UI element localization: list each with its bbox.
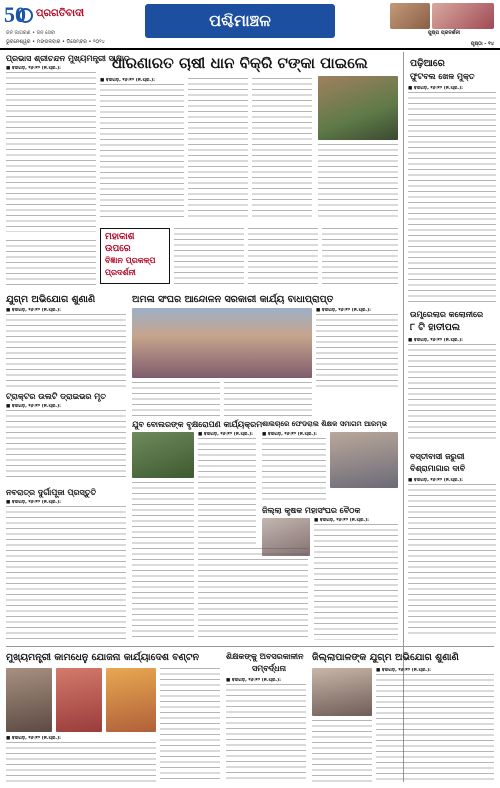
right2-headline-2: ୮ ଟି ହାତୀପଲ: [410, 322, 461, 333]
collector-headline: ଜିଲ୍ଲାପାଳଙ୍କ ଯୁଗ୍ମ ଅଭିଯୋଗ ଶୁଣାଣି: [312, 652, 459, 663]
bus-headline: ବସ୍ତୀବାସୀ ଜରୁରୀ: [410, 452, 465, 461]
school-headline: ଶାଲଚାରେ ଫେଡରାଲ ଶିକ୍ଷକ ସମାଗମ ଆରମ୍ଭ: [262, 420, 387, 428]
amla-headline: ଅମଳା ସଂଘର ଆନ୍ଦୋଳନ ସରକାରୀ କାର୍ଯ୍ୟ ବାଧାପ୍ରାପ୍ତ: [132, 294, 334, 305]
collector-body-col1: [376, 668, 494, 782]
driver-dateline: ■ ବରଗଡ଼, ୧୬।୧୨ (ନି.ପ୍ର.):: [6, 404, 61, 409]
logo-ring-icon: [18, 8, 33, 23]
issue-dateline: ଭୁବନେଶ୍ୱର • ମଙ୍ଗଳବାର • ଡିସେମ୍ବର • ୨୦୨୪: [6, 39, 105, 45]
science-body-col3: [322, 228, 398, 284]
youth-photo: [132, 432, 194, 478]
masthead-photo-left: [390, 3, 430, 29]
youth-dateline: ■ ବରଗଡ଼, ୧୬।୧୨ (ନି.ପ୍ର.):: [198, 432, 253, 437]
navratri-body: [6, 500, 126, 640]
teacher-headline: ଶିକ୍ଷକଙ୍କୁ ଅବସରକାଳୀନ: [226, 652, 304, 661]
story1-dateline: ■ ବରଗଡ଼, ୧୬।୧୨ (ନି.ପ୍ର.):: [6, 66, 61, 71]
amla-body-col1: [316, 308, 398, 388]
grievance-dateline: ■ ବରଗଡ଼, ୧୬।୧୨ (ନି.ପ୍ର.):: [6, 308, 61, 313]
newspaper-name: ପ୍ରଗତିବାଦୀ: [36, 8, 85, 19]
womens-body-col2: [198, 548, 308, 640]
youth-body-col1: [198, 432, 256, 544]
anniversary-logo: [4, 2, 36, 32]
bus-headline-2: ବିଶ୍ରାମାଗାର ଦାବି: [410, 464, 466, 473]
teacher-body: [226, 678, 306, 782]
amla-body-col3: [224, 382, 312, 418]
youth-headline: ଯୁବ ବୋଲରଙ୍କ ବୃକ୍ଷରୋପଣ କାର୍ଯ୍ୟକ୍ରମ: [132, 420, 263, 429]
page-number: ପୃଷ୍ଠା - ୧୪: [470, 41, 494, 47]
cm-headline: ମୁଖ୍ୟମନ୍ତ୍ରୀ କାମଧେନୁ ଯୋଜନା କାର୍ଯ୍ୟାଦେଶ ବଣ୍ଟନ: [6, 652, 200, 663]
womens-body-col1: [314, 518, 398, 640]
cm-photo-3: [106, 668, 156, 732]
science-box: [100, 228, 170, 284]
masthead: [0, 0, 500, 50]
amla-dateline: ■ ବରଗଡ଼, ୧୬।୧୨ (ନି.ପ୍ର.):: [316, 308, 371, 313]
cm-photo-2: [56, 668, 102, 732]
bottom-section-rule: [6, 646, 494, 647]
school-dateline: ■ ବରଗଡ଼, ୧୬।୧୨ (ନି.ପ୍ର.):: [262, 432, 317, 437]
school-body: [262, 432, 326, 500]
school-photo: [330, 432, 398, 488]
navratri-dateline: ■ ବରଗଡ଼, ୧୬।୧୨ (ନି.ପ୍ର.):: [6, 500, 61, 505]
lead-photo: [318, 76, 398, 140]
science-headline-3: ବିଜ୍ଞାନ ପ୍ରକଳ୍ପ: [105, 256, 156, 265]
cm-dateline: ■ ବରଗଡ଼, ୧୬।୧୨ (ନି.ପ୍ର.):: [6, 736, 61, 741]
science-headline-4: ପ୍ରଦର୍ଶନୀ: [105, 268, 136, 277]
cm-photo-1: [6, 668, 52, 732]
driver-body: [6, 404, 126, 480]
section-title: ପଶ୍ଚିମାଞ୍ଚଳ: [145, 4, 335, 38]
womens-dateline: ■ ବରଗଡ଼, ୧୬।୧୨ (ନି.ପ୍ର.):: [314, 518, 369, 523]
lead-headline: ଧାରଣାରତ ଚାଷୀ ଧାନ ବିକ୍ରି ଟଙ୍କା ପାଇଲେ: [112, 54, 368, 72]
right1-dateline: ■ ବରଗଡ଼, ୧୬।୧୨ (ନି.ପ୍ର.):: [408, 86, 463, 91]
collector-dateline: ■ ବରଗଡ଼, ୧୬।୧୨ (ନି.ପ୍ର.):: [376, 668, 431, 673]
science-body-col1: [174, 228, 244, 284]
right1-headline-2: ଫୁଟବଲ ଖେଳ ମୁକ୍ତ: [410, 72, 475, 81]
womens-headline: ଜିଲ୍ଲା କୃଷକ ମହାସଂଘର ବୈଠକ: [262, 506, 361, 515]
navratri-headline: ନବରାତ୍ର ଦୁର୍ଗାପୂଜା ପ୍ରସ୍ତୁତି: [6, 488, 97, 497]
teacher-dateline: ■ ବରଗଡ଼, ୧୬।୧୨ (ନି.ପ୍ର.):: [226, 678, 281, 683]
right1-headline: ପଢ଼ିଆରେ: [410, 58, 445, 69]
lead-body-col1: [100, 78, 184, 218]
driver-headline: ଟ୍ରାକ୍ଟର ଉଲଟି ଡ୍ରାଇଭର ମୃତ: [6, 392, 106, 401]
right2-headline: ଉମ୍ବ୍ରେଲାର କଲୋନୀରେ: [410, 310, 484, 319]
cm-body-col2: [160, 668, 220, 782]
grievance-headline: ଯୁଗ୍ମ ଅଭିଯୋଗ ଶୁଣାଣି: [6, 294, 96, 305]
slogan: ଜନ ଜାଗରଣ • ଜନ ସେବା: [6, 30, 56, 36]
amla-body-col2: [132, 382, 220, 418]
science-headline-2: ଉପରେ: [105, 244, 131, 254]
lead-body-col3: [252, 78, 312, 218]
story1-body-cont: [6, 240, 96, 288]
science-body-col2: [248, 228, 318, 284]
right1-body: [408, 86, 496, 304]
collector-photo: [312, 668, 372, 716]
lead-body-col4: [318, 144, 398, 218]
bus-dateline: ■ ବରଗଡ଼, ୧୬।୧୨ (ନି.ପ୍ର.):: [408, 478, 463, 483]
right2-body: [408, 338, 496, 444]
teacher-headline-2: ସମ୍ବର୍ଦ୍ଧନା: [252, 664, 287, 673]
cm-body: [6, 736, 156, 782]
bus-body: [408, 478, 496, 638]
lead-dateline: ■ ବରଗଡ଼, ୧୬।୧୨ (ନି.ପ୍ର.):: [100, 78, 155, 83]
grievance-body: [6, 308, 126, 388]
masthead-photo-right: [432, 3, 494, 29]
collector-body-col2: [312, 720, 372, 782]
science-headline-1: ମହାକାଶ: [105, 232, 135, 242]
lead-body-col2: [188, 78, 248, 218]
youth-body-col2: [132, 482, 194, 640]
logo-number: 50: [4, 2, 26, 27]
masthead-photo-caption: ପୁଷ୍ପ ପ୍ରଦର୍ଶନୀ: [427, 30, 461, 36]
right2-dateline: ■ ବରଗଡ଼, ୧୬।୧୨ (ନି.ପ୍ର.):: [408, 338, 463, 343]
amla-protest-photo: [132, 308, 312, 378]
story1-headline: ପ୍ରଭାସ ଶ୍ରୀଚନ୍ଦନ ମୁଖ୍ୟମନ୍ତ୍ରୀ ସାକ୍ଷାତ: [6, 54, 130, 63]
story1-body: [6, 66, 96, 234]
